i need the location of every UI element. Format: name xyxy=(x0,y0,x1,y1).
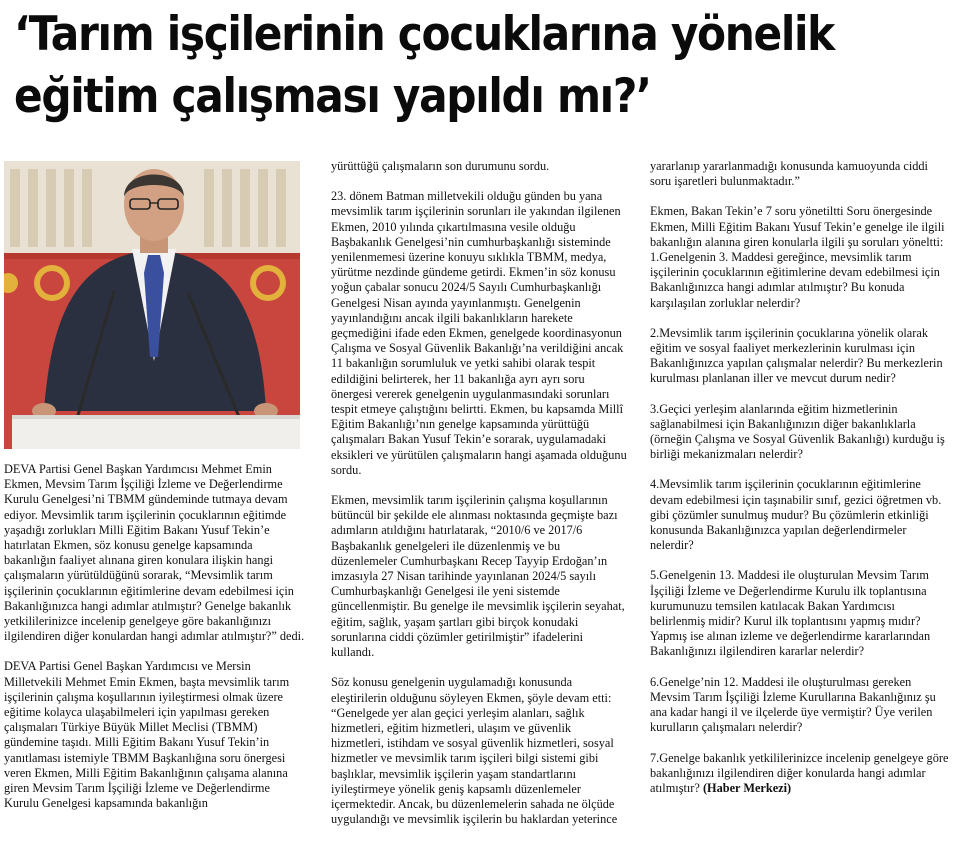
question-last xyxy=(650,751,952,797)
column-3 xyxy=(650,159,952,811)
question: 2.Mevsimlik tarım işçilerinin çocuklarına yönelik olarak eğitim ve sosyal faaliyet merkezlerinin kurulması için Bakanlığınızca yapılan çalışmalar nelerdir? Bu merkezlerin kurulması planlanan iller ve mevcut durum nedir? xyxy=(650,325,943,386)
speaker-illustration xyxy=(4,161,300,449)
column-1 xyxy=(4,462,306,826)
paragraph: Ekmen, Bakan Tekin’e 7 soru yönetiltti Soru önergesinde Ekmen, Milli Eğitim Bakanı Yusuf Tekin’e genelge ile ilgili bakanlığın alanına giren konularla ilgili şu soruları yöneltti: xyxy=(650,204,945,249)
headline xyxy=(14,4,860,128)
question: 5.Genelgenin 13. Maddesi ile oluşturulan Mevsim Tarım İşçiliği İzleme ve Değerlendirme Kurulu ilk toplantısına kurumunuzu temsilen katılacak Bakan Yardımcısı belirlenmiş midir? Kurul ilk toplantısını yapmış mıdır? Yapmış ise alınan izleme ve değerlendirme kararlarından Bakanlığınızı ilgilendiren kararlar nelerdir? xyxy=(650,568,931,659)
article-photo xyxy=(4,161,300,449)
paragraph: Ekmen, mevsimlik tarım işçilerinin çalışma koşullarının bütüncül bir şekilde ele alınması noktasında geçmişte bazı adımların atıldığını hatırlatarak, “2010/6 ve 2017/6 Başbakanlık genelgeleri ile düzenlenmiş ve bu düzenlemeler Cumhurbaşkanı Recep Tayyip Erdoğan’ın imzasıyla 27 Nisan tarihinde yayınlanan 2024/5 sayılı Cumhurbaşkanlığı Genelgesi ile yeni sistemde güncellenmiştir. Bu genelge ile mevsimlik işçilerin seyahat, eğitim, sağlık, yaşam şartları gibi birçok konudaki sorunlarına ciddi çözümler getirilmiştir” ifadelerini kullandı. xyxy=(331,493,625,660)
emblem-left xyxy=(34,265,70,301)
emblem-right xyxy=(250,265,286,301)
byline: (Haber Merkezi) xyxy=(702,780,792,795)
headline-line-2: eğitim çalışması yapıldı mı?’ xyxy=(14,69,651,124)
question: 6.Genelge’nin 12. Maddesi ile oluşturulması gereken Mevsim Tarım İşçiliği İzleme Kurullarına Bakanlığınız şu ana kadar hangi il ve ilçelerde üye vermiştir? Üye verilen kurulların çalışmaları nelerdir? xyxy=(650,674,936,735)
paragraph: yararlanıp yararlanmadığı konusunda kamuoyunda ciddi soru işaretleri bulunmaktadır.” xyxy=(650,159,928,189)
question: 3.Geçici yerleşim alanlarında eğitim hizmetlerinin sağlanabilmesi için Bakanlığınızın diğer bakanlıklarla (örneğin Çalışma ve Sosyal Güvenlik Bakanlığı) kurduğu iş birliği mekanizmaları nelerdir? xyxy=(650,401,945,462)
column-2 xyxy=(331,159,627,842)
paragraph: DEVA Partisi Genel Başkan Yardımcısı ve Mersin Milletvekili Mehmet Emin Ekmen, başta mevsimlik tarım işçilerinin çalışma koşullarının iyileştirmesi olmak üzere eğitime kolayca ulaşabilmeleri için yapılması gereken çalışmaları Türkiye Büyük Millet Meclisi (TBMM) gündemine taşıdı. Milli Eğitim Bakanı Yusuf Tekin’in yanıtlaması istemiyle TBMM Başkanlığına soru önergesi veren Ekmen, Milli Eğitim Bakanlığının çalışama alanına giren Mevsim Tarım İşçiliği İzleme ve Değerlendirme Kurulu Genelgesi kapsamında bakanlığın xyxy=(4,659,290,811)
question: 4.Mevsimlik tarım işçilerinin çocuklarının eğitimlerine devam edebilmesi için taşınabilir sınıf, gezici öğretmen vb. gibi çözümler sunulmuş mudur? Bu çözümlerin etkinliği konusunda Bakanlığınızca yapılan değerlendirmeler nelerdir? xyxy=(650,477,942,553)
paragraph: yürüttüğü çalışmaların son durumunu sordu. xyxy=(331,159,550,173)
headline-line-1: ‘Tarım işçilerinin çocuklarına yönelik xyxy=(14,7,834,62)
podium xyxy=(12,415,300,449)
paragraph: Söz konusu genelgenin uygulamadığı konusunda eleştirilerin olduğunu söyleyen Ekmen, şöyle devam etti: “Genelgede yer alan geçici yerleşim alanları, sağlık hizmetleri, eğitim hizmetleri, ulaşım ve güvenlik hizmetleri, istihdam ve sosyal güvenlik hizmetleri, sosyal hizmetler ve mevsimlik tarım işçileri bilgi sistemi gibi başlıklar, mevsimlik işçilerin yaşam standartlarını iyileştirmeye yönelik geniş kapsamlı düzenlemeler içermektedir. Ancak, bu düzenlemelerin sahada ne ölçüde uygulandığı ve mevsimlik işçilerin bu haklardan yeterince xyxy=(331,675,618,827)
question-text: 7.Genelge bakanlık yetkililerinizce incelenip genelgeye göre bakanlığınızı ilgilendiren diğer konularda hangi adımlar atılmıştır? xyxy=(650,750,949,795)
paragraph: 23. dönem Batman milletvekili olduğu günden bu yana mevsimlik tarım işçilerinin sorunları ile yakından ilgilenen Ekmen, 2010 yılında çıkartılmasına vesile olduğu Başbakanlık Genelgesi’nin cumhurbaşkanlığı sisteminde yenilenmemesi üzerine konuyu sıklıkla TBMM, medya, yürütme nezdinde gündeme getirdi. Ekmen’in söz konusu yoğun çabalar sonucu 2024/5 Sayılı Cumhurbaşkanlığı Genelgesi Nisan ayında yayınlanmıştı. Genelgenin yayınlandığını ancak ilgili bakanlıkların harekete geçmediğini ifade eden Ekmen, genelgede koordinasyonun Çalışma ve Sosyal Güvenlik Bakanlığı’na verildiğini ancak 11 bakanlığın sorumluluk ve yetki sahibi olarak tespit edildiğini belirterek, her 11 bakanlığa ayrı ayrı soru önergesi vererek genelgenin uygulanmasındaki sorunları tespit etmeye çalıştığını belirtti. Ekmen, bu kapsamda Millî Eğitim Bakanlığı’nın genelge kapsamında yürüttüğü çalışmaları Bakan Yusuf Tekin’e sorarak, uygulamadaki eksikleri ve yürütülen çalışmaların hangi aşamada olduğunu sordu. xyxy=(331,189,627,477)
paragraph: DEVA Partisi Genel Başkan Yardımcısı Mehmet Emin Ekmen, Mevsim Tarım İşçiliği İzleme ve Değerlendirme Kurulu Genelgesi’ni TBMM gündeminde tutmaya devam ediyor. Mevsimlik tarım işçilerinin çocuklarının eğitimde yaşadığı zorlukları Milli Eğitim Bakanı Yusuf Tekin’e hatırlatan Ekmen, söz konusu genelge kapsamında bakanlığın faaliyet alınana giren konulara ilişkin hangi çalışmaların yürütüldüğünü sorarak, “Mevsimlik tarım işçilerinin çocuklarının eğitimlerine devam edebilmesi için Bakanlığınızca hangi adımlar atılmıştır? Genelge bakanlık yetkililerinizce incelenip genelgeye göre bakanlığınızı ilgilendiren diğer konulardan hangi adımlar atılmıştır?” dedi. xyxy=(4,462,305,644)
question: 1.Genelgenin 3. Maddesi gereğince, mevsimlik tarım işçilerinin çocuklarının eğitimlerine devam edebilmesi için Bakanlığınızca hangi adımlar atılmıştır? Bu konuda karşılaşılan zorluklar nelerdir? xyxy=(650,250,940,310)
